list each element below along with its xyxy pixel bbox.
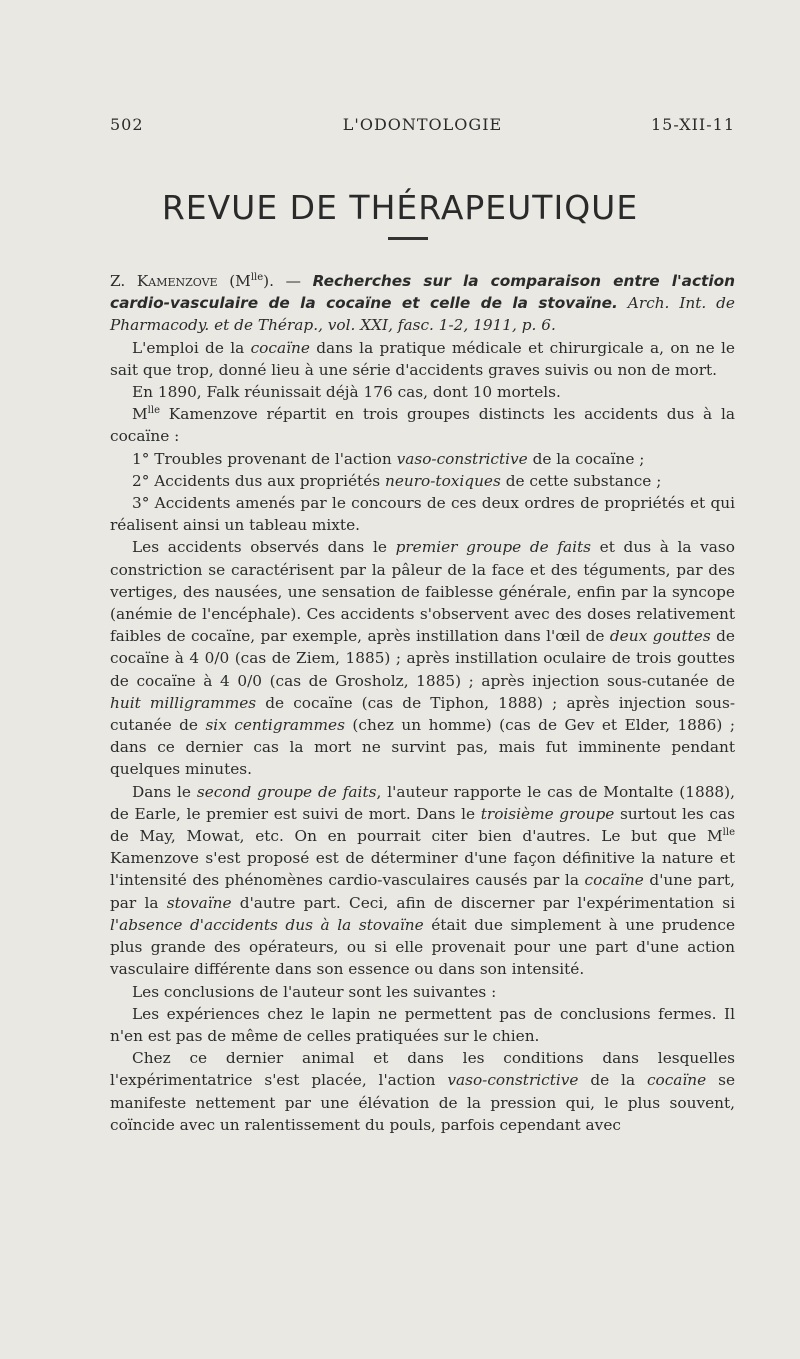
list-item: 1° Troubles provenant de l'action vaso-constrictive de la cocaïne ; xyxy=(132,449,645,468)
running-title: L'ODONTOLOGIE xyxy=(342,115,503,134)
title-divider xyxy=(388,237,428,240)
ref-source: Arch. Int. de Pharmacody. et de Thérap., vol. XXI, fasc. 1-2, 1911, p. 6. xyxy=(110,294,735,335)
paragraph: Les expériences chez le lapin ne permettent pas de conclusions fermes. Il n'en est pas de même de celles pratiquées sur le chien. xyxy=(110,1004,735,1045)
paragraph: $M^{lle}$ Kamenzove répartit en trois groupes distincts les accidents dus à la cocaïne : xyxy=(110,405,735,446)
page-number: 502 xyxy=(110,115,144,134)
ref-title: Recherches sur la comparaison entre l'action cardio-vasculaire de la cocaïne et celle de la stovaïne. xyxy=(110,272,735,313)
reference-citation: Z. Kamenzove $(M^{lle})$. — Recherches sur la comparaison entre l'action cardio-vasculaire de la cocaïne et celle de la stovaïne. Arch. Int. de Pharmacody. et de Thérap., vol. XXI, fasc. 1-2, 1911, p. 6. xyxy=(110,271,735,335)
list-item: 3° Accidents amenés par le concours de ces deux ordres de propriétés et qui réalisent ainsi un tableau mixte. xyxy=(110,494,735,535)
paragraph: En 1890, Falk réunissait déjà 176 cas, dont 10 mortels. xyxy=(132,383,561,402)
running-header xyxy=(110,115,735,139)
paragraph: Les conclusions de l'auteur sont les suivantes : xyxy=(132,982,497,1001)
ref-author: Z. Kamenzove xyxy=(110,272,218,290)
article-body xyxy=(110,270,735,1136)
list-item: 2° Accidents dus aux propriétés neuro-toxiques de cette substance ; xyxy=(132,471,662,490)
issue-date: 15-XII-11 xyxy=(651,115,735,134)
paragraph: Les accidents observés dans le premier groupe de faits et dus à la vaso constriction se caractérisent par la pâleur de la face et des téguments, par des vertiges, des nausées, une sensation de faiblesse générale, enfin par la syncope (anémie de l'encéphale). Ces accidents s'observent avec des doses relativement faibles de cocaïne, par exemple, après instillation dans l'œil de deux gouttes de cocaïne à 4 0/0 (cas de Ziem, 1885) ; après instillation oculaire de trois gouttes de cocaïne à 4 0/0 (cas de Grosholz, 1885) ; après injection sous-cutanée de huit milligrammes de cocaïne (cas de Tiphon, 1888) ; après injection sous-cutanée de six centigrammes (chez un homme) (cas de Gev et Elder, 1886) ; dans ce dernier cas la mort ne survint pas, mais fut imminente pendant quelques minutes. xyxy=(110,538,735,779)
paragraph: Chez ce dernier animal et dans les conditions dans lesquelles l'expérimentatrice s'est placée, l'action vaso-constrictive de la cocaïne se manifeste nettement par une élévation de la pression qui, le plus souvent, coïncide avec un ralentissement du pouls, parfois cependant avec xyxy=(110,1049,735,1134)
paragraph: L'emploi de la cocaïne dans la pratique médicale et chirurgicale a, on ne le sait que trop, donné lieu à une série d'accidents graves suivis ou non de mort. xyxy=(110,338,735,379)
paragraph: Dans le second groupe de faits, l'auteur rapporte le cas de Montalte (1888), de Earle, le premier est suivi de mort. Dans le troisième groupe surtout les cas de May, Mowat, etc. On en pourrait citer bien d'autres. Le but que $M^{lle}$ Kamenzove s'est proposé est de déterminer d'une façon définitive la nature et l'intensité des phénomènes cardio-vasculaires causés par la cocaïne d'une part, par la stovaïne d'autre part. Ceci, afin de discerner par l'expérimentation si l'absence d'accidents dus à la stovaïne était due simplement à une prudence plus grande des opérateurs, ou si elle provenait pour une part d'une action vasculaire différente dans son essence ou dans son intensité. xyxy=(110,782,736,979)
section-title: REVUE DE THÉRAPEUTIQUE xyxy=(161,188,639,227)
